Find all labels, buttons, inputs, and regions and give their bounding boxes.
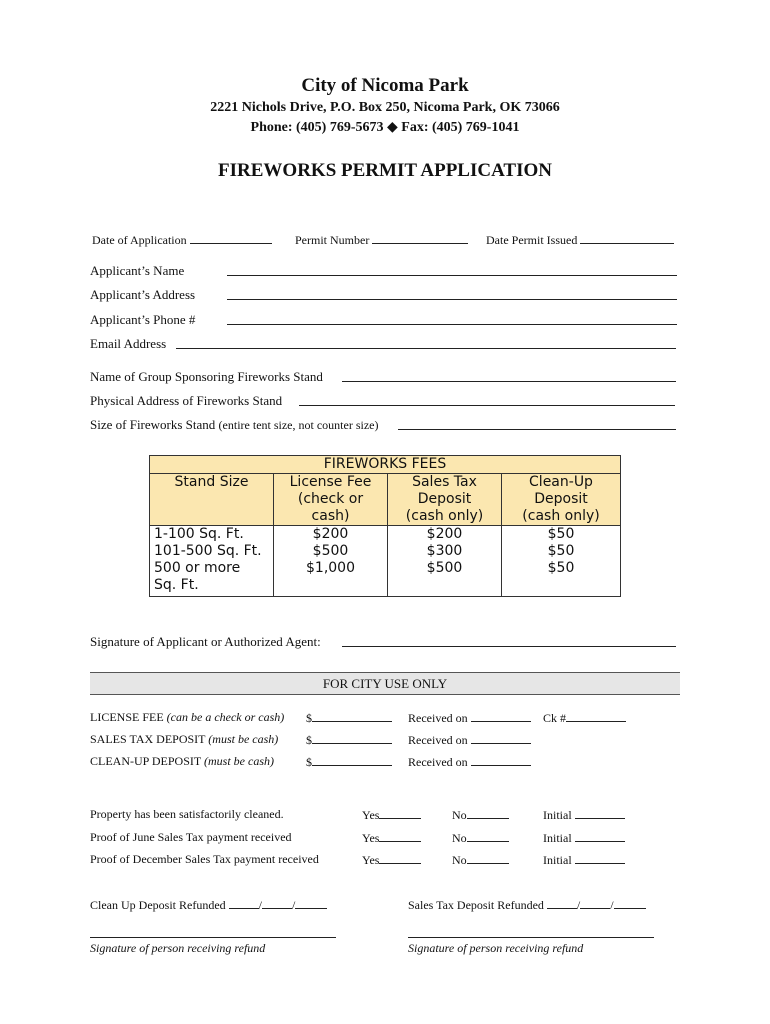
- applicant-address-line[interactable]: [227, 288, 677, 300]
- city-address: 2221 Nichols Drive, P.O. Box 250, Nicoma Park, OK 73066: [210, 100, 560, 115]
- sales-tax-amount[interactable]: $: [306, 732, 392, 748]
- cleanup-refund-signature-line[interactable]: [90, 926, 336, 938]
- property-initial[interactable]: Initial: [543, 807, 625, 823]
- property-cleaned-label: Property has been satisfactorily cleaned.: [90, 807, 284, 821]
- june-tax-label: Proof of June Sales Tax payment received: [90, 830, 292, 844]
- sales-refund-signature-label: Signature of person receiving refund: [408, 941, 584, 955]
- stand-size-label: Size of Fireworks Stand: [90, 417, 216, 432]
- table-row: 1-100 Sq. Ft. $200 $200 $50: [150, 526, 621, 544]
- cleanup-deposit-label: CLEAN-UP DEPOSIT (must be cash): [90, 754, 274, 768]
- date-of-application-field[interactable]: [92, 232, 272, 248]
- sales-tax-received-on[interactable]: Received on: [408, 732, 531, 748]
- email-label: Email Address: [90, 336, 167, 351]
- applicant-address-label: Applicant’s Address: [90, 287, 196, 302]
- date-permit-issued-line[interactable]: [580, 232, 674, 244]
- june-yes[interactable]: Yes: [362, 830, 421, 846]
- cleanup-received-on[interactable]: Received on: [408, 754, 531, 770]
- property-yes[interactable]: Yes: [362, 807, 421, 823]
- date-permit-issued-label: Date Permit Issued: [486, 233, 578, 247]
- stand-address-line[interactable]: [299, 394, 675, 406]
- stand-size-line[interactable]: [398, 418, 676, 430]
- header-stand-size: Stand Size: [150, 474, 274, 526]
- date-permit-issued-field[interactable]: [486, 232, 674, 248]
- date-of-application-line[interactable]: [190, 232, 272, 244]
- stand-size-note: (entire tent size, not counter size): [218, 418, 379, 432]
- license-received-on[interactable]: Received on: [408, 710, 531, 726]
- june-initial[interactable]: Initial: [543, 830, 625, 846]
- sales-refunded-field[interactable]: Sales Tax Deposit Refunded / /: [408, 897, 646, 913]
- group-line[interactable]: [342, 370, 676, 382]
- header-sales-tax: Sales Tax Deposit (cash only): [388, 474, 502, 526]
- table-row: 500 or more Sq. Ft. $1,000 $500 $50: [150, 560, 621, 597]
- city-use-title: FOR CITY USE ONLY: [322, 676, 448, 691]
- permit-number-label: Permit Number: [295, 233, 370, 247]
- check-number-field[interactable]: Ck #: [543, 710, 626, 726]
- fireworks-fees-table: [149, 455, 621, 597]
- group-label: Name of Group Sponsoring Fireworks Stand: [90, 369, 323, 384]
- sales-tax-deposit-label: SALES TAX DEPOSIT (must be cash): [90, 732, 279, 746]
- applicant-phone-line[interactable]: [227, 313, 677, 325]
- property-no[interactable]: No: [452, 807, 509, 823]
- license-fee-amount[interactable]: $: [306, 710, 392, 726]
- december-no[interactable]: No: [452, 852, 509, 868]
- email-line[interactable]: [176, 337, 676, 349]
- form-title: FIREWORKS PERMIT APPLICATION: [218, 160, 552, 181]
- stand-size-field: [90, 417, 378, 433]
- december-initial[interactable]: Initial: [543, 852, 625, 868]
- stand-address-label: Physical Address of Fireworks Stand: [90, 393, 283, 408]
- cleanup-amount[interactable]: $: [306, 754, 392, 770]
- june-no[interactable]: No: [452, 830, 509, 846]
- date-of-application-label: Date of Application: [92, 233, 187, 247]
- city-phone-fax: Phone: (405) 769-5673 ◆ Fax: (405) 769-1041: [250, 120, 520, 135]
- table-row: 101-500 Sq. Ft. $500 $300 $50: [150, 543, 621, 560]
- header-license-fee: License Fee (check or cash): [274, 474, 388, 526]
- applicant-signature-line[interactable]: [342, 635, 676, 647]
- permit-number-field[interactable]: [295, 232, 468, 248]
- cleanup-refunded-field[interactable]: Clean Up Deposit Refunded / /: [90, 897, 327, 913]
- december-yes[interactable]: Yes: [362, 852, 421, 868]
- applicant-phone-label: Applicant’s Phone #: [90, 312, 196, 327]
- header-cleanup: Clean-Up Deposit (cash only): [502, 474, 621, 526]
- fees-caption: FIREWORKS FEES: [150, 456, 621, 474]
- december-tax-label: Proof of December Sales Tax payment received: [90, 852, 319, 866]
- applicant-name-line[interactable]: [227, 264, 677, 276]
- sales-refund-signature-line[interactable]: [408, 926, 654, 938]
- license-fee-label: LICENSE FEE (can be a check or cash): [90, 710, 285, 724]
- applicant-signature-label: Signature of Applicant or Authorized Agent:: [90, 634, 321, 649]
- permit-number-line[interactable]: [372, 232, 468, 244]
- cleanup-refund-signature-label: Signature of person receiving refund: [90, 941, 266, 955]
- applicant-name-label: Applicant’s Name: [90, 263, 185, 278]
- city-name: City of Nicoma Park: [301, 75, 469, 96]
